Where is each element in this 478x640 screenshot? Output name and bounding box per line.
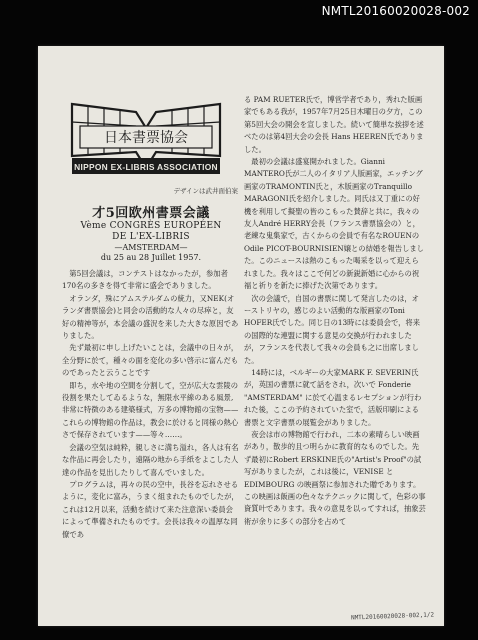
paragraph: オランダ，殊にアムステルダムの統力，又NEK(オランダ書票協会)と同会の活動的な人々の尽瘁と，友好の精神等が，本会議の盛況を来した大きな原因でありました。 (62, 293, 239, 341)
heading-city: —AMSTERDAM— (114, 243, 188, 252)
paragraph: 最初の会議は盛宴開かれました。Gianni MANTERO氏が二人のイタリア人版画家，エッチング画家のTRAMONTIN氏と，木版画家のTranquillo MARAGONI氏を紹介しました。同氏は又丁重にの好機を利用して擬聖の皆のこもった賛辞と共に，我々の友人André HERRY会長（フランス書票協会の）と，老練な鬼集家で，古くからの会員で有名なROUENのOdile PICOT-BOURNISIEN嬢との結婚を報告しました。このニュースは熱のこもった喝采を以って迎えられました。我々はここで何どの新鋭新婚に心からの祝福と祈りを新たに捧げた次第であります。 (244, 157, 424, 291)
paragraph: 14時には，ベルギーの大家MARK F. SEVERIN氏が，英国の書票に就て話をされ，次いで Fonderie "AMSTERDAM" に於て心温まるレセプションが行われた後，ここの予約されていた室で，活版印刷による書票と文字書票の展覧会がありました。 (244, 367, 422, 427)
heading-japanese: 才5回欧州書票会議 (92, 206, 210, 221)
congress-heading (62, 202, 240, 263)
document-page (38, 46, 444, 626)
left-body-text (62, 268, 240, 541)
paragraph: る PAM RUETER氏で，博営学者であり，秀れた版画家でもある我が，1957年7月25日木曜日の夕方，この第5回大会の開会を宣しました。続いて簡単な挨拶を述べたのは第4回大会の会長 Hans HEEREN氏でありました。 (244, 95, 424, 154)
heading-french-line-2: DE L'EX-LIBRIS (112, 232, 190, 242)
right-column (244, 94, 426, 626)
right-body-text (244, 94, 426, 528)
paragraph: プログラムは，再々の民の空中，長谷を忘れさせるように，変化に富み，うまく組まれたものでしたが，これは12月以来，活動を続けて来た注意深い委員会によって準備されたものです。会長は我々の温厚な同僚であ (62, 479, 239, 539)
paragraph: 第5回会議は，コンテストはなかったが，参加者 170名の多きを得て非常に盛会でありました。 (62, 269, 228, 291)
paragraph: 次の会議で，自国の書票に関して発言したのは，オーストリヤの，感じのよい活動的な版画家のToni HOFER氏でした。同じ日の13時には委員会で，将来の国際的な連盟に関する意見の交換が行われましたが，フランスを代表して我々の会員も之に出席しました。 (244, 293, 421, 365)
logo-title-en: NIPPON EX-LIBRIS ASSOCIATION (74, 162, 218, 172)
left-column (62, 46, 240, 626)
paragraph: 夜会は市の博物館で行われ，二本の素晴らしい映画があり，散歩的且つ明らかに教育的なものでした。先ず最初にRobert ERSKINE氏の"Artist's Proof"の試写がありましたが，これは後に，VENISE とEDIMBOURG の映画祭に参加された贈であります。この映画は飯画の色々なテクニックに関して，色彩の事資質叶であります。我々の意見を以ってすれば，抽象芸術が余りに多くの部分を占めて (244, 429, 426, 526)
paragraph: 先ず最初に申し上げたいことは，会議中の日々が，全分野に於て，種々の面を変化の多い啓示に富んだものであったと云うことです (62, 343, 239, 378)
ex-libris-association-logo (66, 98, 226, 182)
heading-dates: du 25 au 28 Juillet 1957. (100, 253, 202, 262)
paragraph: 会議の空気は純粋，親しさに満ち溢れ，各人は有名な作品に再会したり，遠隔の地から手紙をよこした人達の作品を見出したりして喜んでいました。 (62, 442, 239, 477)
archive-handwritten-note: NMTL20160020028-002,1/2 (350, 611, 435, 622)
heading-french-line-1: Vème CONGRÈS EUROPÉEN (80, 221, 222, 231)
image-id-watermark: NMTL20160020028-002 (321, 4, 470, 18)
paragraph: 即ち，水や地の空間を分割して，空が広大な雲陵の役割を果たしてゐるような，無限水平線のある風景,非常に特徴のある建築様式，万多の博物館の宝物——これらの博物館の作品は，教会に於けると同様の熱心さで保存されています——等々……。 (62, 380, 239, 440)
logo-title-ja: 日本書票協会 (104, 130, 188, 146)
designer-credit: デザインは武井面伯案 (173, 187, 238, 195)
